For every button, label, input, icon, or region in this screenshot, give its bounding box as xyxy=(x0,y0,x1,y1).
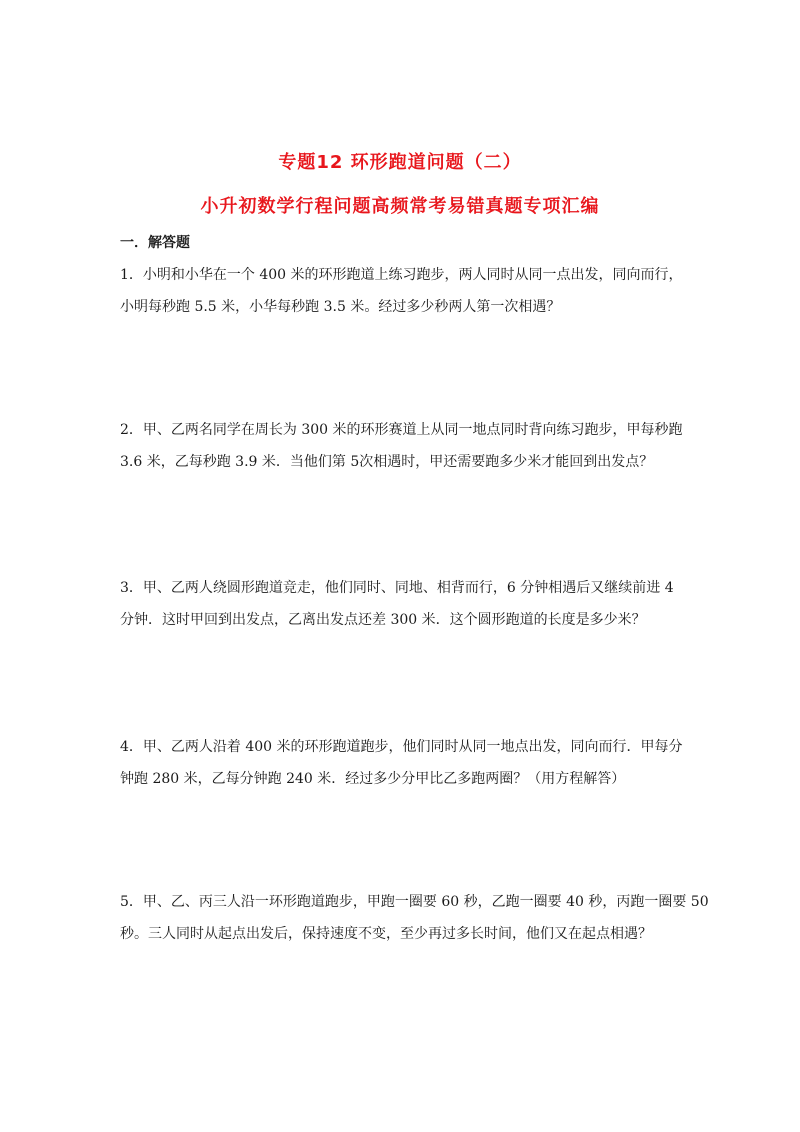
question-1 xyxy=(120,259,690,323)
question-1-line-2: 小明每秒跑 5.5 米，小华每秒跑 3.5 米。经过多少秒两人第一次相遇？ xyxy=(120,299,561,315)
document-title: 专题12 环形跑道问题（二） xyxy=(278,152,522,173)
question-4 xyxy=(120,731,690,795)
question-3-line-2: 分钟．这时甲回到出发点，乙离出发点还差 300 米．这个圆形跑道的长度是多少米？ xyxy=(120,612,646,628)
question-5-line-2: 秒。三人同时从起点出发后，保持速度不变，至少再过多长时间，他们又在起点相遇？ xyxy=(120,926,652,942)
question-5 xyxy=(120,886,709,950)
question-3-line-1: 3．甲、乙两人绕圆形跑道竞走，他们同时、同地、相背而行，6 分钟相遇后又继续前进 4 xyxy=(120,580,674,596)
question-2-line-1: 2．甲、乙两名同学在周长为 300 米的环形赛道上从同一地点同时背向练习跑步，甲每秒跑 xyxy=(120,422,683,438)
question-2 xyxy=(120,414,690,478)
section-heading: 一．解答题 xyxy=(120,235,190,251)
document-subtitle: 小升初数学行程问题高频常考易错真题专项汇编 xyxy=(200,196,600,217)
question-1-line-1: 1．小明和小华在一个 400 米的环形跑道上练习跑步，两人同时从同一点出发，同向而行， xyxy=(120,267,683,283)
question-2-line-2: 3.6 米，乙每秒跑 3.9 米．当他们第 5次相遇时，甲还需要跑多少米才能回到出发点？ xyxy=(120,454,654,470)
question-4-line-2: 钟跑 280 米，乙每分钟跑 240 米．经过多少分甲比乙多跑两圈？（用方程解答） xyxy=(120,771,626,787)
question-5-line-1: 5．甲、乙、丙三人沿一环形跑道跑步，甲跑一圈要 60 秒，乙跑一圈要 40 秒，丙跑一圈要 50 xyxy=(120,894,709,910)
question-3 xyxy=(120,572,690,636)
question-4-line-1: 4．甲、乙两人沿着 400 米的环形跑道跑步，他们同时从同一地点出发，同向而行．甲每分 xyxy=(120,739,683,755)
